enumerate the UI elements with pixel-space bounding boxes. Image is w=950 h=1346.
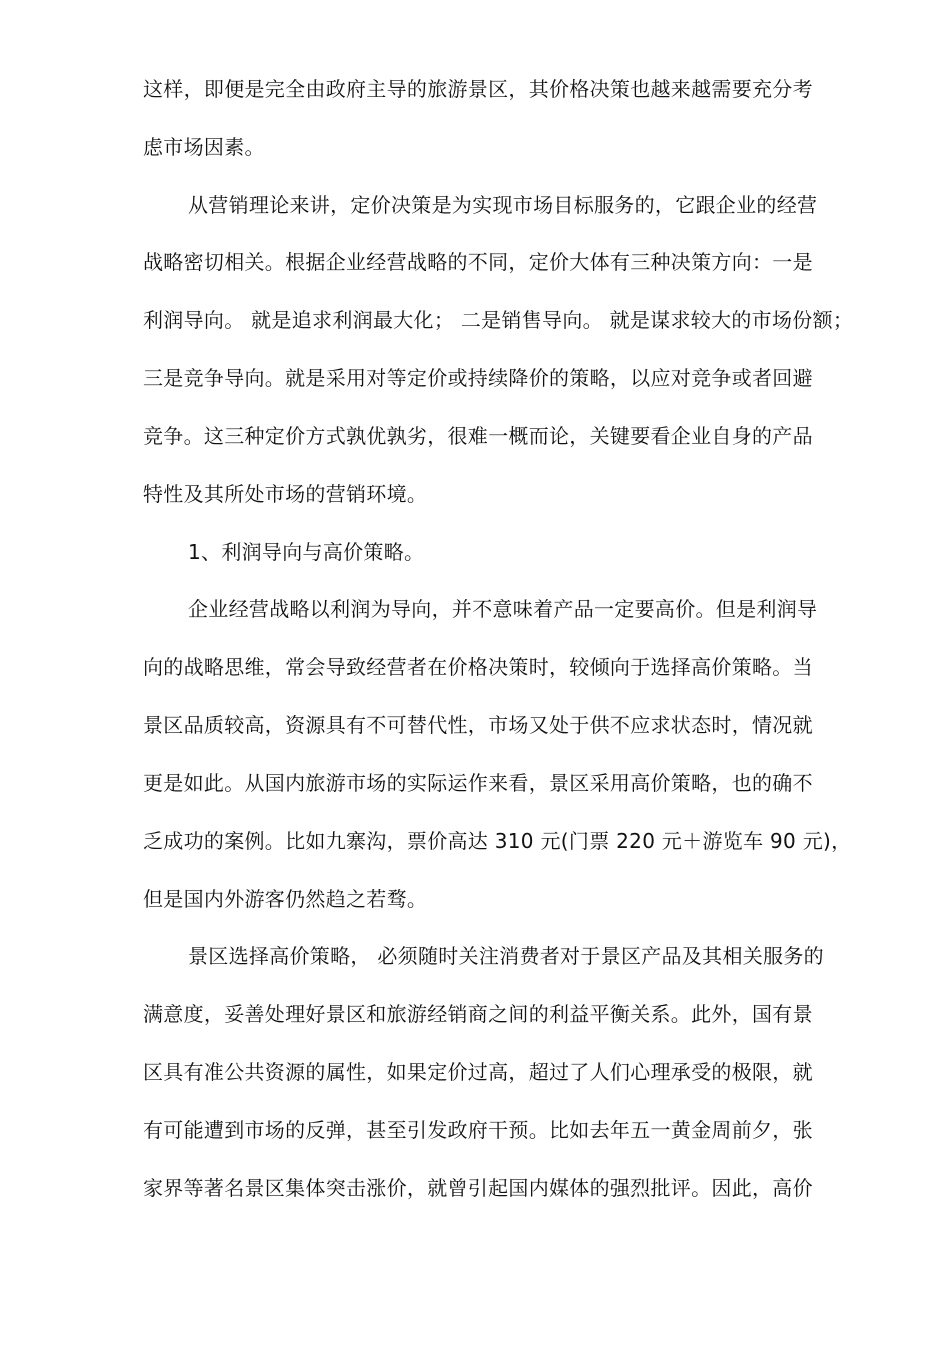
text-line: 家界等著名景区集体突击涨价，就曾引起国内媒体的强烈批评。因此，高价 <box>143 1176 813 1200</box>
section-heading: 1、利润导向与高价策略。 <box>188 540 425 564</box>
paragraph-first-line: 景区选择高价策略， 必须随时关注消费者对于景区产品及其相关服务的 <box>188 944 824 968</box>
text-line: 特性及其所处市场的营销环境。 <box>143 482 428 506</box>
text-line: 竞争。这三种定价方式孰优孰劣，很难一概而论，关键要看企业自身的产品 <box>143 424 813 448</box>
text-line: 区具有准公共资源的属性，如果定价过高，超过了人们心理承受的极限，就 <box>143 1060 813 1084</box>
text-line: 乏成功的案例。比如九寨沟，票价高达 310 元(门票 220 元＋游览车 90 元)， <box>143 829 852 853</box>
text-line: 这样，即便是完全由政府主导的旅游景区，其价格决策也越来越需要充分考 <box>143 77 813 101</box>
paragraph-first-line: 从营销理论来讲，定价决策是为实现市场目标服务的，它跟企业的经营 <box>188 193 818 217</box>
text-line: 虑市场因素。 <box>143 135 265 159</box>
text-line: 有可能遭到市场的反弹，甚至引发政府干预。比如去年五一黄金周前夕，张 <box>143 1118 813 1142</box>
text-line: 战略密切相关。根据企业经营战略的不同，定价大体有三种决策方向：一是 <box>143 250 813 274</box>
text-line: 利润导向。 就是追求利润最大化； 二是销售导向。 就是谋求较大的市场份额； <box>143 308 854 332</box>
text-line: 三是竞争导向。就是采用对等定价或持续降价的策略，以应对竞争或者回避 <box>143 366 813 390</box>
text-line: 满意度，妥善处理好景区和旅游经销商之间的利益平衡关系。此外，国有景 <box>143 1002 813 1026</box>
text-line: 但是国内外游客仍然趋之若骛。 <box>143 887 428 911</box>
text-line: 向的战略思维，常会导致经营者在价格决策时，较倾向于选择高价策略。当 <box>143 655 813 679</box>
text-line: 景区品质较高，资源具有不可替代性，市场又处于供不应求状态时，情况就 <box>143 713 813 737</box>
text-line: 更是如此。从国内旅游市场的实际运作来看，景区采用高价策略，也的确不 <box>143 771 813 795</box>
paragraph-first-line: 企业经营战略以利润为导向，并不意味着产品一定要高价。但是利润导 <box>188 597 818 621</box>
